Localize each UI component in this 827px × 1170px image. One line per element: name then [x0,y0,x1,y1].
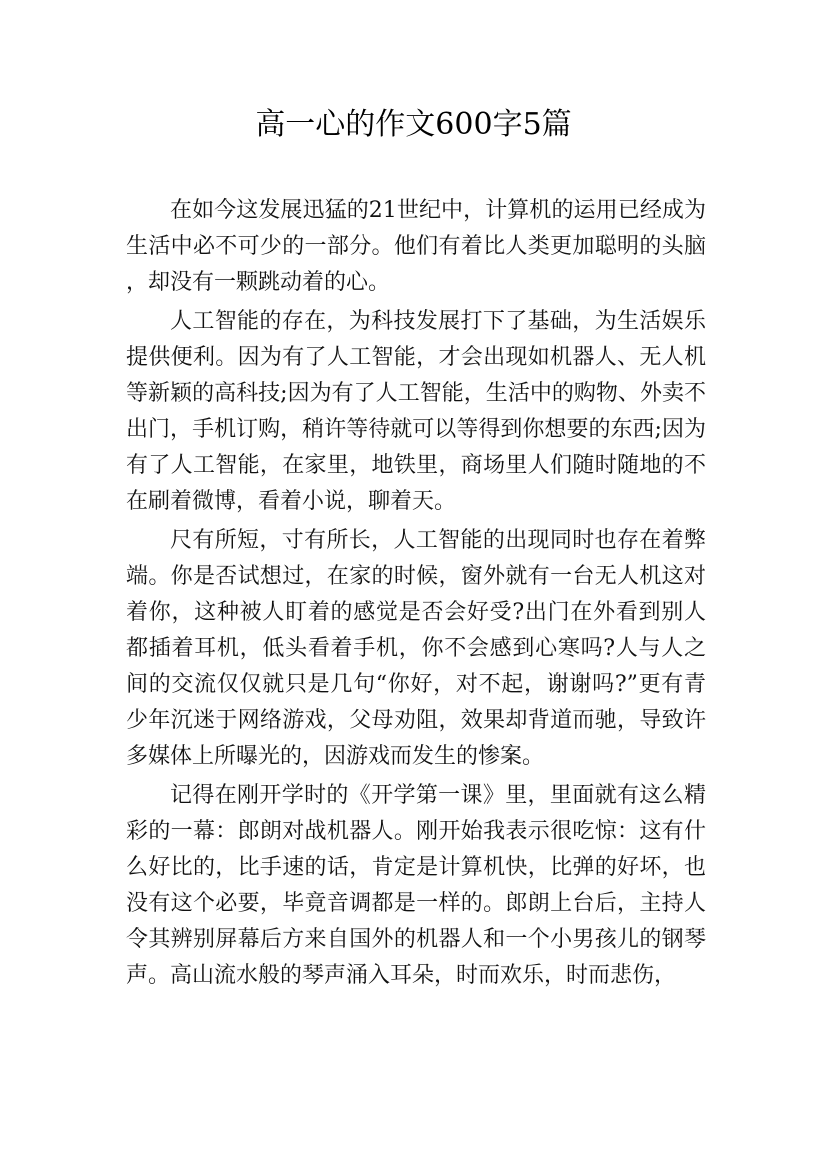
paragraph: 人工智能的存在，为科技发展打下了基础，为生活娱乐提供便利。因为有了人工智能，才会出现如机器人、无人机等新颖的高科技;因为有了人工智能，生活中的购物、外卖不出门，手机订购，稍许等待就可以等得到你想要的东西;因为有了人工智能，在家里，地铁里，商场里人们随时随地的不在刷着微博，看着小说，聊着天。 [126,309,706,514]
document-title: 高一心的作文600字5篇 [255,107,572,142]
document-body [126,193,706,997]
paragraph: 尺有所短，寸有所长，人工智能的出现同时也存在着弊端。你是否试想过，在家的时候，窗外就有一台无人机这对着你，这种被人盯着的感觉是否会好受?出门在外看到别人都插着耳机，低头看着手机，你不会感到心寒吗?人与人之间的交流仅仅就只是几句“你好，对不起，谢谢吗?”更有青少年沉迷于网络游戏，父母劝阻，效果却背道而驰，导致许多媒体上所曝光的，因游戏而发生的惨案。 [126,528,706,769]
paragraph: 在如今这发展迅猛的21世纪中，计算机的运用已经成为生活中必不可少的一部分。他们有着比人类更加聪明的头脑，却没有一颗跳动着的心。 [126,198,706,295]
paragraph: 记得在刚开学时的《开学第一课》里，里面就有这么精彩的一幕：郎朗对战机器人。刚开始我表示很吃惊：这有什么好比的，比手速的话，肯定是计算机快，比弹的好坏，也没有这个必要，毕竟音调都是一样的。郎朗上台后，主持人令其辨别屏幕后方来自国外的机器人和一个小男孩儿的钢琴声。高山流水般的琴声涌入耳朵，时而欢乐，时而悲伤， [126,783,706,988]
